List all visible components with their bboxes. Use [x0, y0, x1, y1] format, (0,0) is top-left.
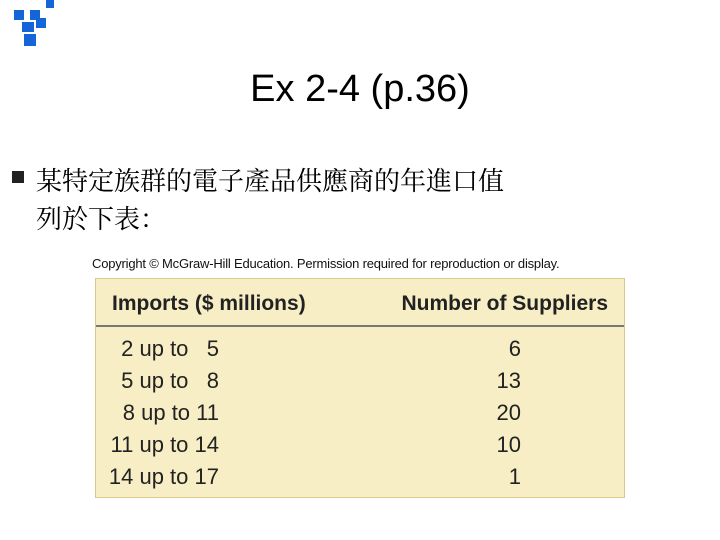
table-row [96, 461, 624, 493]
table-header [96, 279, 624, 327]
bullet-text-line-1: 某特定族群的電子產品供應商的年進口值 [36, 167, 505, 197]
table-row [96, 397, 624, 429]
imports-table [95, 278, 625, 498]
header-suppliers: Number of Suppliers [401, 292, 608, 315]
cell-suppliers: 6 [508, 336, 521, 361]
bullet-text [36, 163, 636, 239]
cell-suppliers: 20 [496, 400, 521, 425]
cell-suppliers: 1 [508, 464, 521, 489]
header-imports: Imports ($ millions) [112, 292, 306, 315]
table-row [96, 429, 624, 461]
table-row [96, 365, 624, 397]
cell-imports: 5 up to 8 [121, 368, 219, 393]
cell-imports: 8 up to 11 [122, 400, 219, 425]
cell-suppliers: 13 [496, 368, 521, 393]
cell-imports: 14 up to 17 [108, 464, 219, 489]
bullet-item [12, 163, 652, 239]
cell-imports: 11 up to 14 [110, 432, 219, 457]
cell-suppliers: 10 [496, 432, 521, 457]
slide-title: Ex 2-4 (p.36) [250, 68, 470, 110]
blue-squares-logo-icon [8, 0, 58, 48]
square-bullet-icon [12, 171, 24, 183]
cell-imports: 2 up to 5 [121, 336, 219, 361]
table-row [96, 333, 624, 365]
copyright-notice: Copyright © McGraw-Hill Education. Permission required for reproduction or display. [92, 256, 560, 271]
bullet-text-line-2: 列於下表： [36, 205, 167, 235]
